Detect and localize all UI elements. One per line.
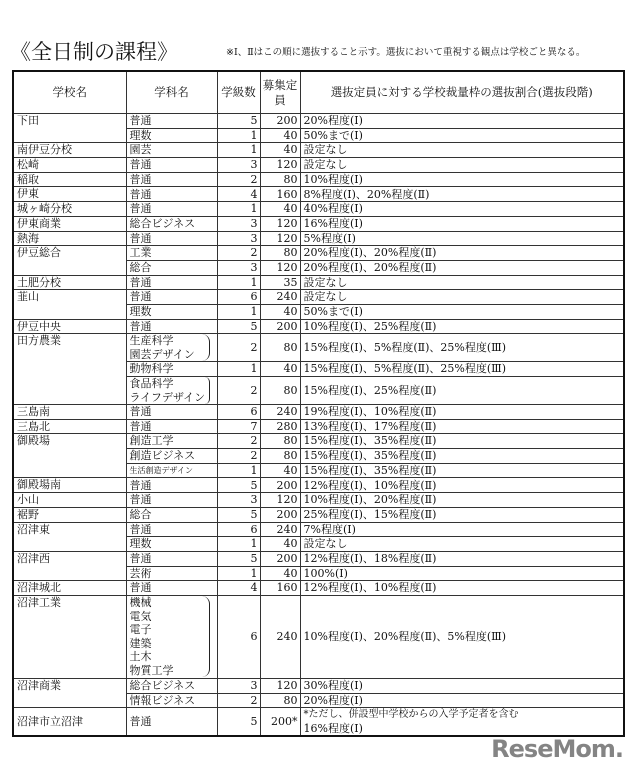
class-count: 3 — [217, 216, 260, 231]
table-row — [13, 231, 624, 246]
enrollment-quota: 80 — [260, 449, 300, 464]
department-name: 理数 — [129, 537, 152, 551]
school-name: 沼津城北 — [13, 581, 126, 596]
selection-ratio — [300, 114, 624, 129]
department-name: 創造ビジネス — [129, 449, 196, 463]
department-cell — [126, 260, 217, 275]
selection-ratio — [300, 275, 624, 290]
school-name: 韮山 — [13, 290, 126, 319]
enrollment-quota: 40 — [260, 362, 300, 377]
table-row — [13, 595, 624, 678]
enrollment-quota: 200* — [260, 708, 300, 737]
school-name: 熱海 — [13, 231, 126, 246]
class-count: 4 — [217, 581, 260, 596]
department-name: 情報ビジネス — [129, 693, 196, 707]
department-name: 普通 — [129, 114, 152, 128]
department-cell — [126, 595, 217, 678]
class-count: 2 — [217, 693, 260, 708]
table-row — [13, 551, 624, 566]
school-name: 小山 — [13, 493, 126, 508]
table-row — [13, 114, 624, 129]
enrollment-quota: 80 — [260, 434, 300, 449]
selection-ratio-text: 設定なし — [303, 537, 348, 551]
department-name: 総合ビジネス — [129, 216, 196, 230]
department-name: 動物科学 — [129, 362, 174, 376]
department-name: 普通 — [129, 158, 152, 172]
enrollment-quota: 40 — [260, 143, 300, 158]
class-count: 6 — [217, 522, 260, 537]
school-name: 田方農業 — [13, 334, 126, 405]
class-count: 3 — [217, 158, 260, 173]
selection-ratio — [300, 449, 624, 464]
class-count: 5 — [217, 114, 260, 129]
selection-ratio — [300, 334, 624, 362]
header-classes: 学級数 — [217, 71, 260, 114]
enrollment-quota: 200 — [260, 114, 300, 129]
department-name: 普通 — [129, 405, 152, 419]
department-name: 総合 — [129, 507, 152, 521]
selection-ratio-text: 設定なし — [303, 275, 348, 289]
selection-ratio-text: 10%程度(Ⅰ) — [303, 172, 363, 186]
table-row — [13, 507, 624, 522]
enrollment-quota: 40 — [260, 304, 300, 319]
department-cell — [126, 231, 217, 246]
selection-ratio — [300, 128, 624, 143]
selection-ratio-text: *ただし、併設型中学校からの入学予定者を含む — [303, 709, 519, 721]
selection-ratio-text: 12%程度(Ⅰ)、10%程度(Ⅱ) — [303, 581, 437, 595]
selection-ratio-text: 設定なし — [303, 143, 348, 157]
class-count: 3 — [217, 493, 260, 508]
selection-ratio — [300, 708, 624, 737]
header-ratio: 選抜定員に対する学校裁量枠の選抜割合(選抜段階) — [300, 71, 624, 114]
enrollment-quota: 40 — [260, 537, 300, 552]
class-count: 3 — [217, 260, 260, 275]
class-count: 2 — [217, 434, 260, 449]
selection-ratio-text: 20%程度(Ⅰ) — [303, 693, 363, 707]
selection-ratio-text: 13%程度(Ⅰ)、17%程度(Ⅱ) — [303, 419, 437, 433]
department-cell — [126, 216, 217, 231]
page-title: 《全日制の課程》 — [10, 40, 178, 64]
enrollment-quota: 200 — [260, 551, 300, 566]
department-name: 生産科学 — [129, 334, 174, 348]
class-count: 5 — [217, 319, 260, 334]
selection-ratio-text: 15%程度(Ⅰ)、35%程度(Ⅱ) — [303, 449, 437, 463]
table-row — [13, 493, 624, 508]
selection-ratio — [300, 304, 624, 319]
class-count: 5 — [217, 708, 260, 737]
header-quota-label: 募集定員 — [262, 77, 298, 107]
school-name: 三島南 — [13, 405, 126, 420]
enrollment-quota: 240 — [260, 290, 300, 305]
selection-ratio-text: 25%程度(Ⅰ)、15%程度(Ⅱ) — [303, 507, 437, 521]
selection-ratio-text: 40%程度(Ⅰ) — [303, 202, 363, 216]
selection-ratio-text: 20%程度(Ⅰ)、20%程度(Ⅱ) — [303, 246, 437, 260]
department-name: 普通 — [129, 172, 152, 186]
department-name: 普通 — [129, 319, 152, 333]
selection-ratio-text: 8%程度(Ⅰ)、20%程度(Ⅱ) — [303, 187, 430, 201]
department-name: 電気 — [129, 609, 152, 623]
selection-ratio-text: 16%程度(Ⅰ) — [303, 721, 363, 735]
selection-ratio-text: 10%程度(Ⅰ)、20%程度(Ⅱ)、5%程度(Ⅲ) — [303, 630, 507, 644]
department-name: 普通 — [129, 493, 152, 507]
enrollment-quota: 80 — [260, 246, 300, 261]
table-row — [13, 708, 624, 737]
school-name: 松崎 — [13, 158, 126, 173]
department-cell — [126, 551, 217, 566]
class-count: 3 — [217, 678, 260, 693]
selection-ratio-text: 15%程度(Ⅰ)、35%程度(Ⅱ) — [303, 434, 437, 448]
department-name: 建築 — [129, 636, 152, 650]
department-name: 普通 — [129, 419, 152, 433]
table-row — [13, 202, 624, 217]
selection-ratio — [300, 693, 624, 708]
resemom-logo: ReseMom. — [491, 735, 623, 763]
selection-ratio — [300, 537, 624, 552]
school-name: 裾野 — [13, 507, 126, 522]
class-count: 2 — [217, 246, 260, 261]
enrollment-quota: 40 — [260, 202, 300, 217]
class-count: 1 — [217, 362, 260, 377]
selection-ratio-text: 50%まで(Ⅰ) — [303, 128, 363, 142]
header-quota — [260, 71, 300, 114]
selection-ratio — [300, 566, 624, 581]
table-row — [13, 478, 624, 493]
selection-ratio — [300, 551, 624, 566]
selection-ratio-text: 50%まで(Ⅰ) — [303, 305, 363, 319]
selection-ratio-text: 20%程度(Ⅰ)、20%程度(Ⅱ) — [303, 260, 437, 274]
selection-ratio — [300, 216, 624, 231]
enrollment-quota: 80 — [260, 334, 300, 362]
department-cell — [126, 708, 217, 737]
class-count: 2 — [217, 377, 260, 405]
school-name: 沼津工業 — [13, 595, 126, 678]
school-name: 沼津西 — [13, 551, 126, 580]
selection-ratio — [300, 202, 624, 217]
department-cell — [126, 478, 217, 493]
enrollment-quota: 160 — [260, 187, 300, 202]
department-cell — [126, 377, 217, 405]
department-name: 機械 — [129, 596, 152, 610]
selection-ratio — [300, 507, 624, 522]
table-row — [13, 434, 624, 449]
class-count: 1 — [217, 202, 260, 217]
class-count: 1 — [217, 463, 260, 478]
department-cell — [126, 678, 217, 693]
department-name: 園芸デザイン — [129, 347, 195, 361]
department-name: 創造工学 — [129, 434, 174, 448]
selection-ratio-text: 12%程度(Ⅰ)、18%程度(Ⅱ) — [303, 551, 437, 565]
selection-ratio-text: 15%程度(Ⅰ)、5%程度(Ⅱ)、25%程度(Ⅲ) — [303, 341, 507, 355]
department-cell — [126, 304, 217, 319]
table-row — [13, 419, 624, 434]
selection-ratio — [300, 493, 624, 508]
selection-ratio-text: 15%程度(Ⅰ)、35%程度(Ⅱ) — [303, 463, 437, 477]
department-name: ライフデザイン — [129, 390, 206, 404]
class-count: 6 — [217, 595, 260, 678]
table-row — [13, 246, 624, 261]
selection-ratio — [300, 319, 624, 334]
enrollment-quota: 120 — [260, 158, 300, 173]
enrollment-quota: 80 — [260, 172, 300, 187]
selection-ratio-text: 20%程度(Ⅰ) — [303, 114, 363, 128]
brace-icon — [199, 596, 210, 677]
class-count: 7 — [217, 419, 260, 434]
school-name: 稲取 — [13, 172, 126, 187]
selection-ratio — [300, 463, 624, 478]
department-cell — [126, 419, 217, 434]
department-name: 園芸 — [129, 143, 152, 157]
class-count: 1 — [217, 537, 260, 552]
selection-ratio — [300, 595, 624, 678]
selection-ratio — [300, 522, 624, 537]
school-name: 伊豆中央 — [13, 319, 126, 334]
table-row — [13, 275, 624, 290]
table-header-row — [13, 71, 624, 114]
department-cell — [126, 463, 217, 478]
department-name: 総合ビジネス — [129, 679, 196, 693]
department-cell — [126, 405, 217, 420]
enrollment-quota: 160 — [260, 581, 300, 596]
selection-ratio-text: 設定なし — [303, 290, 348, 304]
department-name: 生活創造デザイン — [129, 465, 193, 475]
table-row — [13, 172, 624, 187]
department-cell — [126, 143, 217, 158]
school-name: 伊東商業 — [13, 216, 126, 231]
selection-ratio — [300, 362, 624, 377]
department-name: 普通 — [129, 202, 152, 216]
class-count: 1 — [217, 275, 260, 290]
table-body — [13, 114, 624, 737]
selection-ratio-text: 12%程度(Ⅰ)、10%程度(Ⅱ) — [303, 478, 437, 492]
selection-ratio — [300, 143, 624, 158]
department-name: 電子 — [129, 623, 152, 637]
enrollment-quota: 120 — [260, 493, 300, 508]
class-count: 4 — [217, 187, 260, 202]
header-dept: 学科名 — [126, 71, 217, 114]
department-name: 普通 — [129, 715, 152, 729]
table-row — [13, 319, 624, 334]
selection-ratio-text: 7%程度(Ⅰ) — [303, 522, 356, 536]
department-cell — [126, 507, 217, 522]
enrollment-quota: 200 — [260, 507, 300, 522]
selection-ratio-text: 16%程度(Ⅰ) — [303, 216, 363, 230]
table-row — [13, 216, 624, 231]
enrollment-quota: 240 — [260, 522, 300, 537]
school-name: 沼津東 — [13, 522, 126, 551]
table-row — [13, 187, 624, 202]
department-name: 普通 — [129, 275, 152, 289]
department-name: 工業 — [129, 246, 152, 260]
selection-ratio — [300, 419, 624, 434]
selection-ratio — [300, 581, 624, 596]
table-row — [13, 581, 624, 596]
enrollment-quota: 120 — [260, 231, 300, 246]
department-cell — [126, 114, 217, 129]
selection-ratio — [300, 158, 624, 173]
enrollment-quota: 80 — [260, 377, 300, 405]
department-name: 理数 — [129, 305, 152, 319]
department-cell — [126, 581, 217, 596]
class-count: 5 — [217, 551, 260, 566]
school-name: 下田 — [13, 114, 126, 143]
selection-ratio-text: 15%程度(Ⅰ)、5%程度(Ⅱ)、25%程度(Ⅲ) — [303, 362, 507, 376]
selection-ratio — [300, 187, 624, 202]
department-cell — [126, 246, 217, 261]
enrollment-quota: 80 — [260, 693, 300, 708]
table-row — [13, 158, 624, 173]
school-name: 南伊豆分校 — [13, 143, 126, 158]
class-count: 6 — [217, 405, 260, 420]
enrollment-quota: 40 — [260, 463, 300, 478]
enrollment-quota: 120 — [260, 678, 300, 693]
selection-ratio-table — [12, 70, 625, 737]
class-count: 1 — [217, 304, 260, 319]
table-row — [13, 678, 624, 693]
header-school: 学校名 — [13, 71, 126, 114]
selection-ratio-text: 設定なし — [303, 158, 348, 172]
selection-ratio — [300, 405, 624, 420]
selection-ratio — [300, 478, 624, 493]
selection-note: ※Ⅰ、Ⅱはこの順に選抜すること示す。選抜において重視する観点は学校ごと異なる。 — [226, 47, 586, 58]
school-name: 御殿場南 — [13, 478, 126, 493]
department-name: 普通 — [129, 231, 152, 245]
table-row — [13, 405, 624, 420]
selection-ratio — [300, 246, 624, 261]
enrollment-quota: 120 — [260, 260, 300, 275]
table-row — [13, 334, 624, 362]
department-name: 普通 — [129, 478, 152, 492]
selection-ratio-text: 10%程度(Ⅰ)、20%程度(Ⅱ) — [303, 493, 437, 507]
department-name: 総合 — [129, 260, 152, 274]
department-name: 土木 — [129, 650, 152, 664]
school-name: 御殿場 — [13, 434, 126, 478]
school-name: 土肥分校 — [13, 275, 126, 290]
class-count: 1 — [217, 143, 260, 158]
class-count: 1 — [217, 566, 260, 581]
department-cell — [126, 537, 217, 552]
selection-ratio-text: 15%程度(Ⅰ)、25%程度(Ⅱ) — [303, 383, 437, 397]
school-name: 三島北 — [13, 419, 126, 434]
department-cell — [126, 362, 217, 377]
enrollment-quota: 200 — [260, 319, 300, 334]
table-row — [13, 290, 624, 305]
selection-ratio-text: 19%程度(Ⅰ)、10%程度(Ⅱ) — [303, 405, 437, 419]
department-cell — [126, 493, 217, 508]
department-cell — [126, 434, 217, 449]
department-name: 理数 — [129, 128, 152, 142]
enrollment-quota: 240 — [260, 595, 300, 678]
department-cell — [126, 319, 217, 334]
selection-ratio-text: 100%(Ⅰ) — [303, 566, 348, 580]
enrollment-quota: 120 — [260, 216, 300, 231]
class-count: 2 — [217, 334, 260, 362]
department-name: 物質工学 — [129, 663, 174, 677]
selection-ratio — [300, 377, 624, 405]
department-cell — [126, 449, 217, 464]
department-cell — [126, 187, 217, 202]
department-name: 食品科学 — [129, 377, 174, 390]
selection-ratio-text: 10%程度(Ⅰ)、25%程度(Ⅱ) — [303, 319, 437, 333]
school-name: 沼津商業 — [13, 678, 126, 707]
department-name: 普通 — [129, 187, 152, 201]
school-name: 沼津市立沼津 — [13, 708, 126, 737]
department-cell — [126, 128, 217, 143]
enrollment-quota: 240 — [260, 405, 300, 420]
department-name: 普通 — [129, 522, 152, 536]
class-count: 3 — [217, 231, 260, 246]
enrollment-quota: 35 — [260, 275, 300, 290]
brace-icon — [199, 334, 210, 361]
selection-ratio — [300, 290, 624, 305]
brace-icon — [205, 377, 209, 404]
department-cell — [126, 693, 217, 708]
class-count: 1 — [217, 128, 260, 143]
department-cell — [126, 566, 217, 581]
class-count: 5 — [217, 478, 260, 493]
selection-ratio — [300, 678, 624, 693]
school-name: 伊東 — [13, 187, 126, 202]
enrollment-quota: 40 — [260, 566, 300, 581]
enrollment-quota: 280 — [260, 419, 300, 434]
selection-ratio — [300, 231, 624, 246]
department-cell — [126, 202, 217, 217]
department-cell — [126, 172, 217, 187]
class-count: 2 — [217, 449, 260, 464]
department-cell — [126, 522, 217, 537]
school-name: 城ヶ崎分校 — [13, 202, 126, 217]
enrollment-quota: 200 — [260, 478, 300, 493]
school-name: 伊豆総合 — [13, 246, 126, 275]
selection-ratio — [300, 434, 624, 449]
selection-ratio — [300, 172, 624, 187]
table-row — [13, 143, 624, 158]
department-name: 普通 — [129, 290, 152, 304]
department-name: 芸術 — [129, 566, 152, 580]
selection-ratio-text: 5%程度(Ⅰ) — [303, 231, 356, 245]
class-count: 2 — [217, 172, 260, 187]
department-cell — [126, 275, 217, 290]
class-count: 6 — [217, 290, 260, 305]
selection-ratio-text: 30%程度(Ⅰ) — [303, 679, 363, 693]
department-cell — [126, 290, 217, 305]
department-name: 普通 — [129, 581, 152, 595]
table-row — [13, 522, 624, 537]
class-count: 5 — [217, 507, 260, 522]
department-cell — [126, 334, 217, 362]
selection-ratio — [300, 260, 624, 275]
department-cell — [126, 158, 217, 173]
enrollment-quota: 40 — [260, 128, 300, 143]
department-name: 普通 — [129, 551, 152, 565]
